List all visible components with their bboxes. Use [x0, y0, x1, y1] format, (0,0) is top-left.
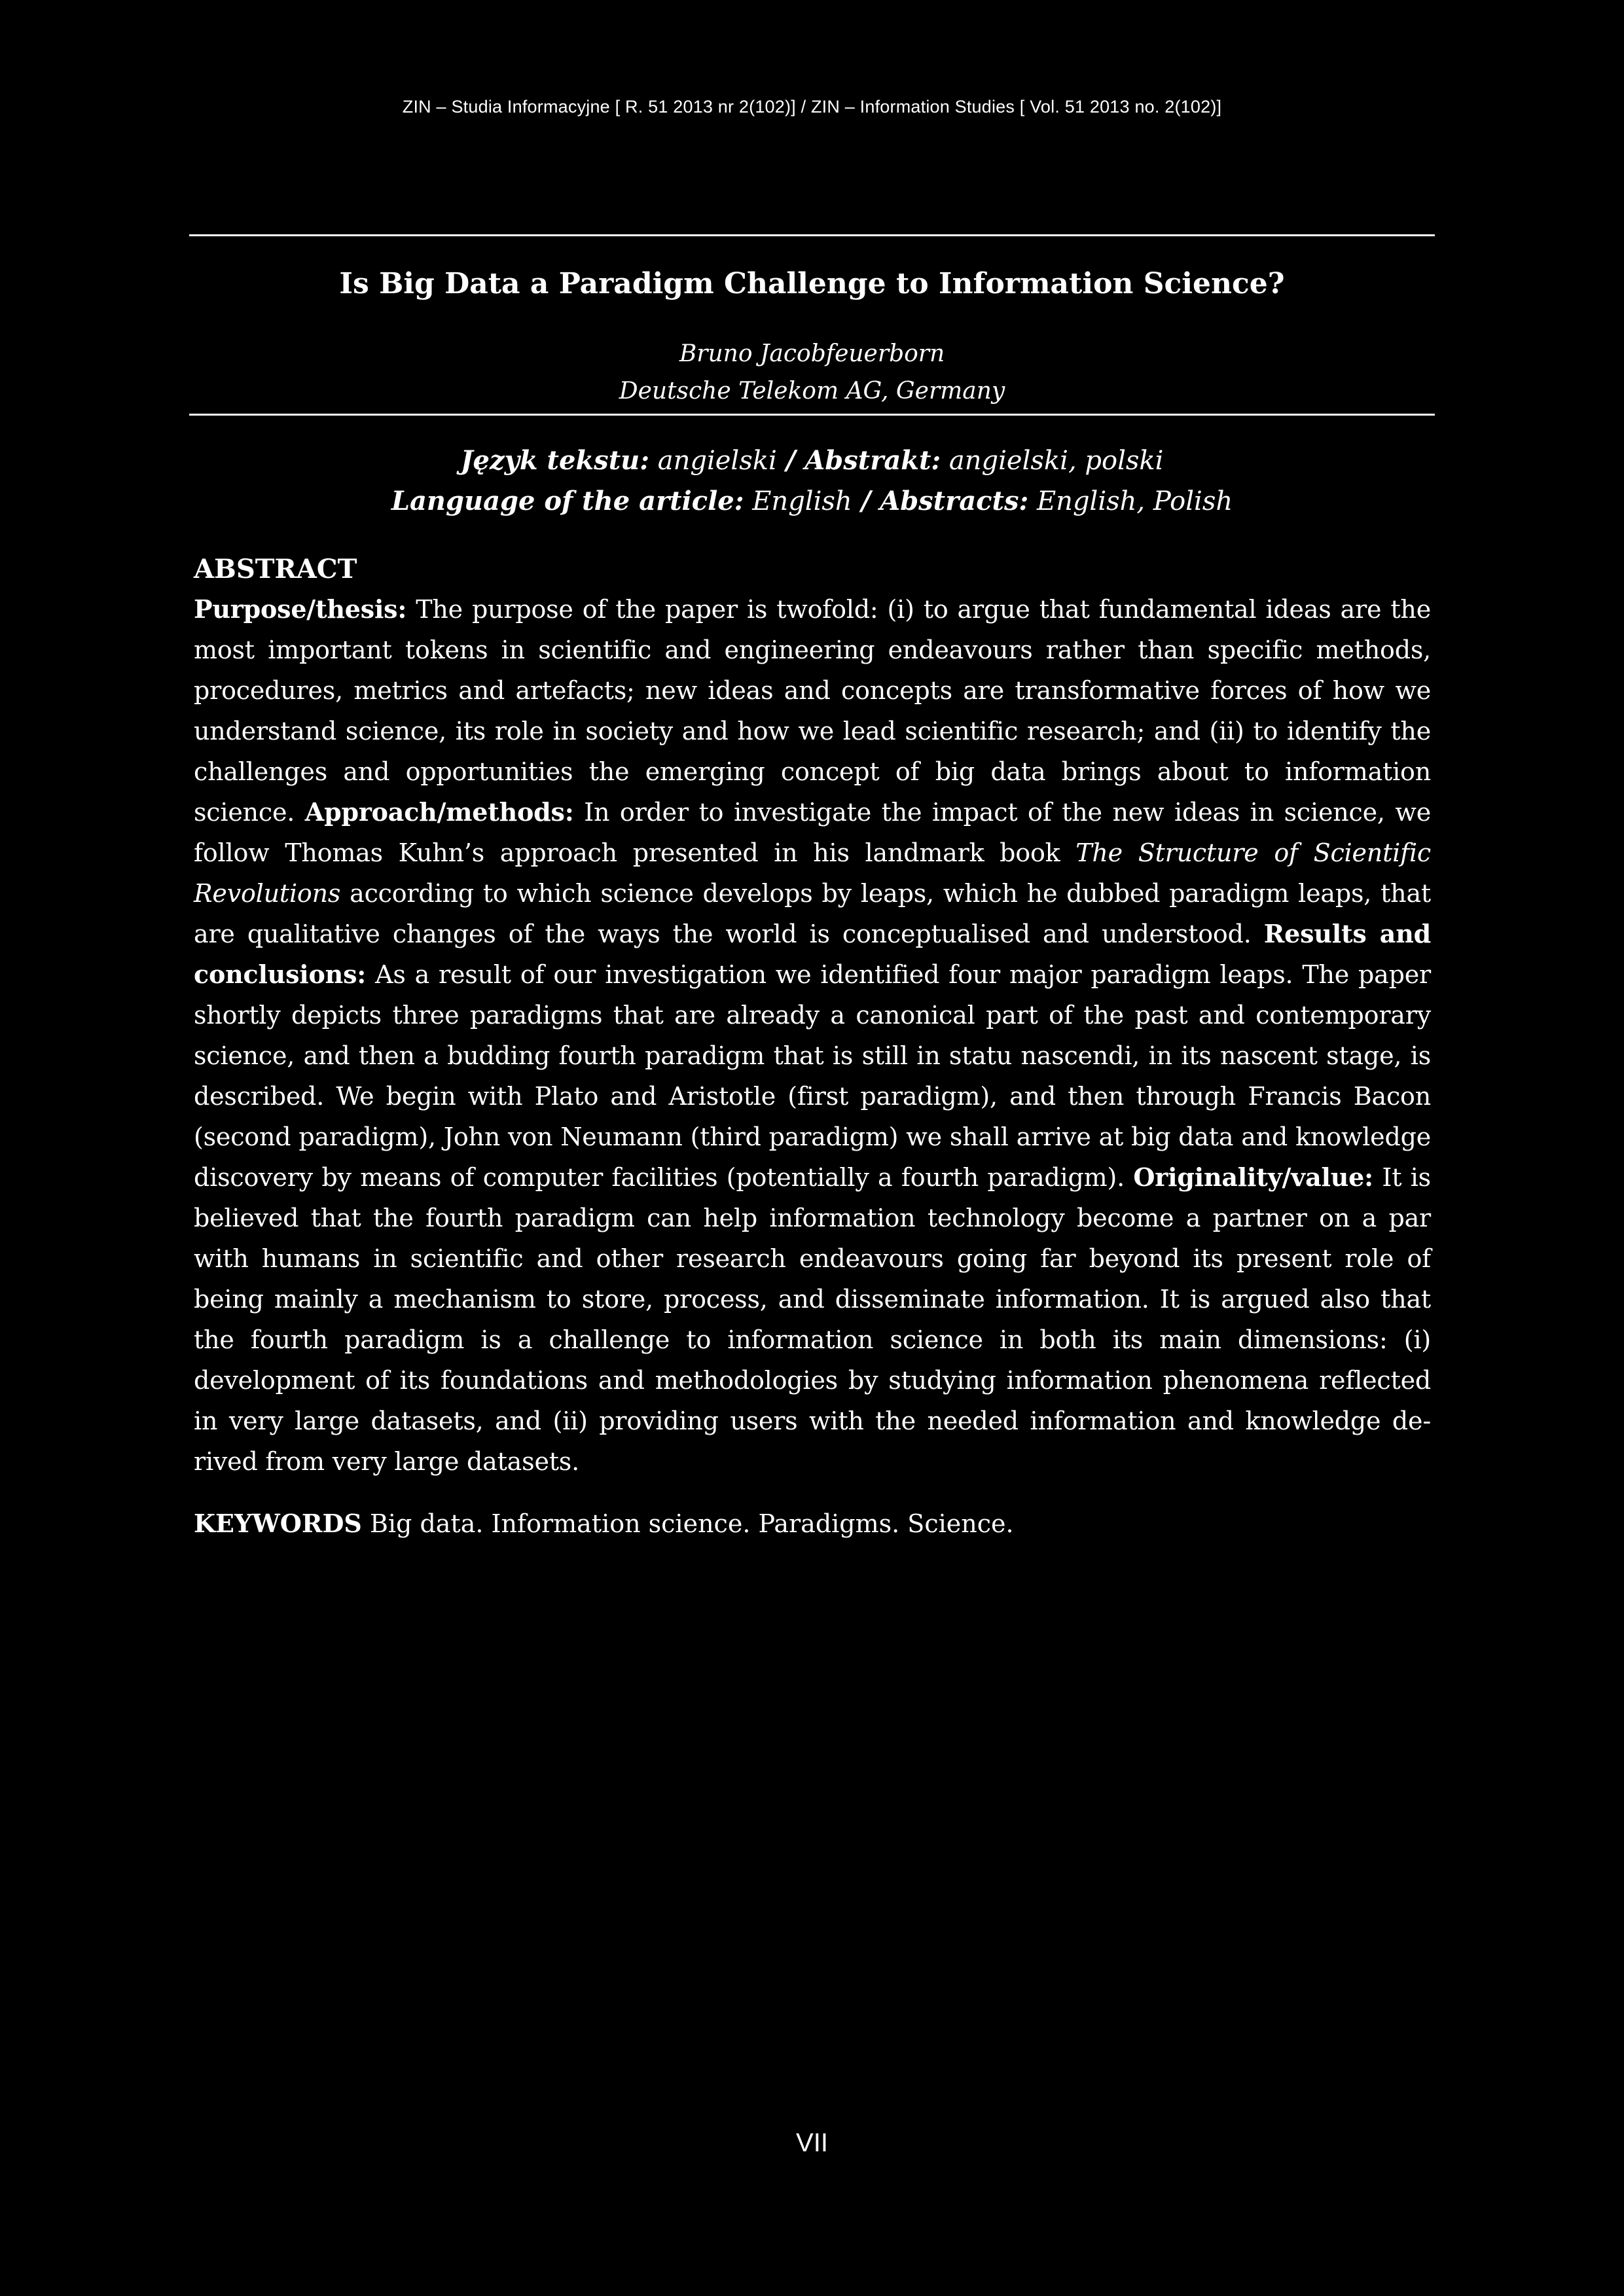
- originality-text: It is believed that the fourth paradigm can help information technology become a partner on a par with humans in scientific and other research endeavours going far beyond its present role of being mainly a mechanism to store, process, and disseminate information. It is argued also that the fourth paradigm is a challenge to information science in both its main dimensions: (i) development of its foundations and methodologies by studying information phenomena reflected in very large datasets, and (ii) providing users with the needed information and knowledge de- rived from very large datasets.: [194, 1163, 1431, 1476]
- author-affiliation: Deutsche Telekom AG, Germany: [619, 378, 1005, 404]
- page-number: VII: [796, 2128, 828, 2157]
- approach-text-continued: according to which science develops by leaps, which he dubbed paradigm leaps, that are qualitative changes of the ways the world is conceptualised and understood.: [194, 879, 1431, 948]
- pl-text-value: angielski: [657, 446, 777, 476]
- approach-label: Approach/methods:: [304, 797, 574, 827]
- purpose-text: The purpose of the paper is twofold: (i) to argue that fundamental ideas are the most important tokens in scientific and engineering endeavours rather than specific methods, procedures, metrics and artefacts; new ideas and concepts are transformative forces of how we understand science, its role in society and how we lead scientific research; and (ii) to identify the challenges and opportunities the emerging concept of big data brings about to information science.: [194, 595, 1431, 827]
- keywords-label: KEYWORDS: [194, 1509, 362, 1538]
- language-line-english: [0, 483, 1624, 520]
- approach-text: In order to investigate the impact of the new ideas in science, we follow Thomas Kuhn’s approach presented in his landmark book: [194, 798, 1431, 867]
- article-title: Is Big Data a Paradigm Challenge to Information Science?: [339, 267, 1285, 300]
- originality-label: Originality/value:: [1133, 1162, 1373, 1192]
- results-label: Results and conclusions:: [194, 919, 1432, 989]
- running-header: ZIN – Studia Informacyjne [ R. 51 2013 nr 2(102)] / ZIN – Information Studies [ Vol. 51 2013 no. 2(102)]: [402, 97, 1222, 117]
- en-abstract-label: Abstracts:: [880, 486, 1029, 516]
- pl-text-label: Język tekstu:: [460, 445, 650, 476]
- purpose-label: Purpose/thesis:: [194, 594, 407, 624]
- author-name: Bruno Jacobfeuerborn: [679, 340, 945, 367]
- abstract-heading: ABSTRACT: [194, 554, 357, 584]
- abstract-section: [194, 550, 1431, 1543]
- pl-separator: /: [776, 445, 805, 476]
- language-line-polish: [0, 442, 1624, 479]
- en-text-value: English: [752, 486, 852, 516]
- en-separator: /: [852, 486, 880, 516]
- keywords-line: [194, 1504, 1431, 1543]
- bottom-rule: [189, 414, 1435, 416]
- abstract-body: [194, 589, 1431, 1482]
- top-rule: [189, 234, 1435, 236]
- book-title: The Structure of Scientific Revolutions: [194, 838, 1431, 908]
- en-text-label: Language of the article:: [391, 486, 744, 516]
- pl-abstract-label: Abstrakt:: [804, 445, 941, 476]
- keywords-text: Big data. Information science. Paradigms. Science.: [369, 1509, 1014, 1538]
- pl-abstract-value: angielski, polski: [948, 446, 1164, 476]
- results-text: As a result of our investigation we identified four major paradigm leaps. The paper shortly depicts three paradigms that are already a canonical part of the past and contemporary science, and then a budding fourth paradigm that is still in statu nascendi, in its nascent stage, is described. We begin with Plato and Aristotle (first paradigm), and then through Francis Bacon (second paradigm), John von Neumann (third paradigm) we shall arrive at big data and knowledge discovery by means of computer facilities (potentially a fourth paradigm).: [194, 960, 1431, 1192]
- en-abstract-value: English, Polish: [1036, 486, 1233, 516]
